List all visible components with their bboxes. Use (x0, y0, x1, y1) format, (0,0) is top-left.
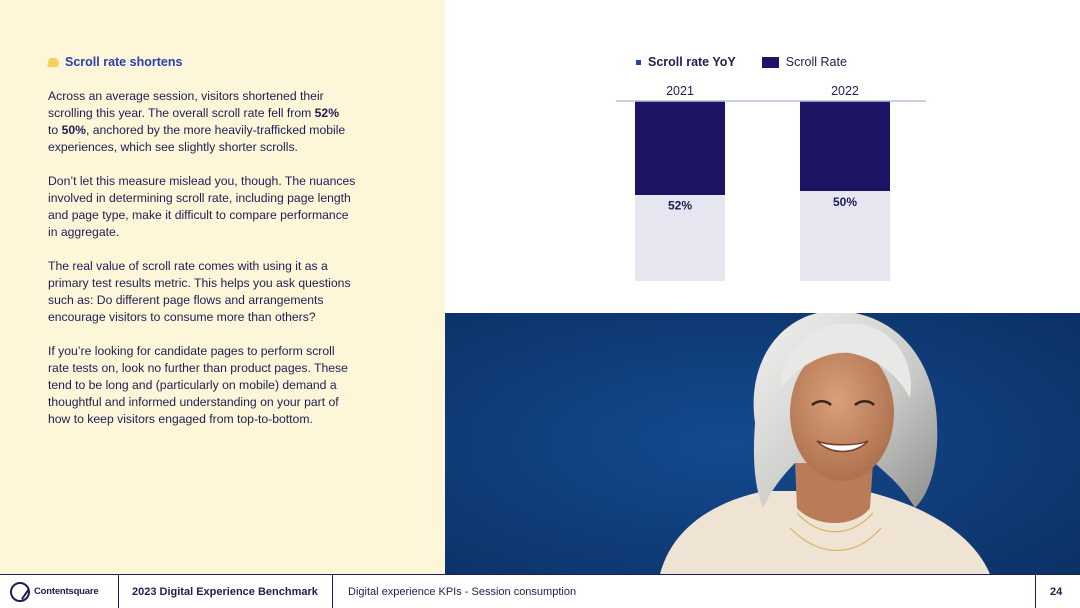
body-text: Across an average session, visitors shortened their scrolling this year. The overall scroll rate fell from (48, 89, 324, 120)
legend-label-scroll-rate: Scroll Rate (785, 55, 847, 69)
body-text: The real value of scroll rate comes with using it as a primary test results metric. This helps you ask questions such as: Do different page flows and arrangements encourage visitors to consume more than others? (48, 259, 351, 324)
emphasized-value: 50% (61, 123, 86, 137)
section-heading-text: Scroll rate shortens (65, 55, 183, 69)
bar-2021 (635, 101, 725, 195)
page-number: 24 (1050, 585, 1063, 598)
body-copy (48, 88, 358, 445)
section-heading (48, 55, 182, 69)
body-paragraph (48, 173, 358, 241)
footer-divider (332, 575, 333, 608)
bullet-icon (47, 58, 60, 67)
data-label-2022: 50% (832, 195, 858, 209)
emphasized-value: 52% (314, 106, 340, 120)
bar-2022 (800, 101, 890, 191)
body-paragraph (48, 88, 358, 156)
category-label-2021: 2021 (666, 84, 694, 98)
data-label-2021: 52% (667, 198, 693, 213)
scroll-rate-bar-chart (610, 78, 930, 288)
legend-label-yoy: Scroll rate YoY (648, 55, 736, 69)
body-paragraph (48, 343, 358, 428)
body-text: to (48, 123, 62, 137)
brand-name: Contentsquare (34, 586, 99, 597)
brand-logo (10, 575, 98, 608)
body-text: If you’re looking for candidate pages to perform scroll rate tests on, look no further than product pages. These tend to be long and (particularly on mobile) demand a thoughtful and informed understanding on your part of how to keep visitors engaged from top-to-bottom. (48, 344, 348, 426)
legend-swatch-yoy (636, 60, 641, 65)
footer-divider (1035, 575, 1036, 608)
body-text: Don’t let this measure mislead you, though. The nuances involved in determining scroll rate, including page length and page type, make it difficult to compare performance in aggregate. (48, 174, 356, 239)
footer-divider (118, 575, 119, 608)
body-text: , anchored by the more heavily-trafficked mobile experiences, which see slightly shorter scrolls. (48, 123, 346, 154)
contentsquare-logo-icon (10, 582, 30, 602)
left-text-panel (0, 0, 445, 574)
smiling-woman-photo (445, 313, 1080, 574)
chart-legend (636, 55, 847, 69)
legend-item-scroll-rate (736, 55, 847, 69)
legend-swatch-scroll-rate (762, 57, 779, 68)
category-label-2022: 2022 (831, 84, 859, 98)
legend-item-yoy (636, 55, 736, 69)
footer-bar (0, 574, 1080, 608)
hero-photo (445, 313, 1080, 574)
section-name: Digital experience KPIs - Session consumption (348, 585, 577, 598)
body-paragraph (48, 258, 358, 326)
report-title: 2023 Digital Experience Benchmark (132, 585, 318, 598)
